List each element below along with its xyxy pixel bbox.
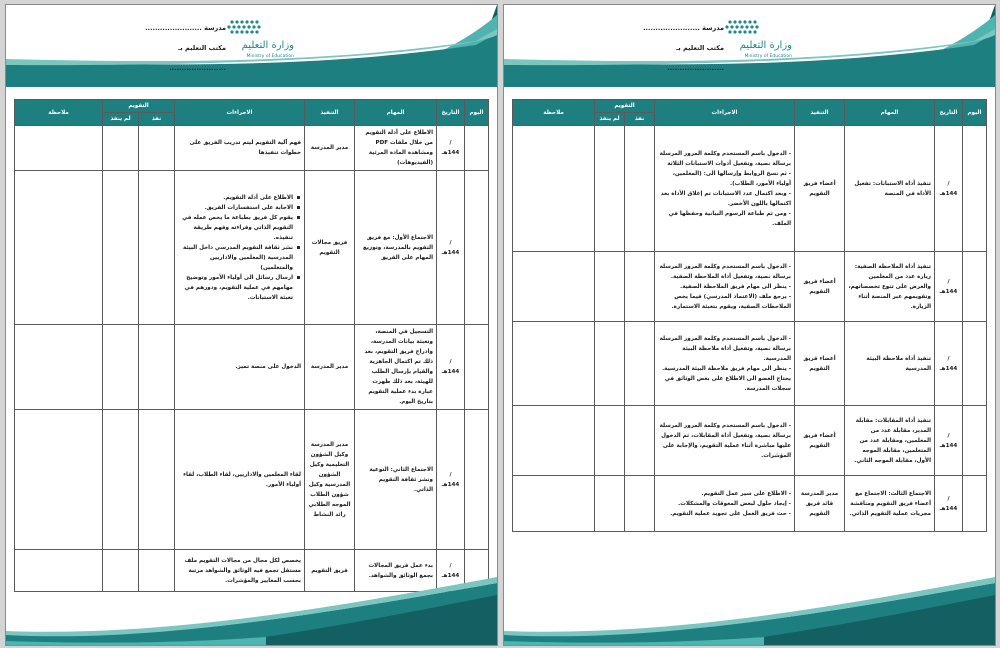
cell-day bbox=[963, 406, 987, 476]
cell-task: التسجيل في المنصة، وتعبئة بيانات المدرسة، وادراج فريق التقويم، بعد ذلك تم اكتمال الجاهزية والقيام بإرسال الطلب للهيئة، بعد ذلك ظهرت عبارة بدء عملية التقويم بتاريخ اليوم. bbox=[355, 325, 437, 410]
cell-date: / 144هـ bbox=[437, 410, 465, 550]
cell-day bbox=[963, 126, 987, 252]
cell-day bbox=[963, 322, 987, 406]
cell-execution: فريق مجالات التقويم bbox=[305, 171, 355, 325]
procedure-line: - ينظر الى مهام فريق ملاحظة البيئة المدرسية. bbox=[662, 365, 792, 372]
plan-table-right bbox=[512, 99, 987, 532]
cell-notes bbox=[513, 322, 595, 406]
col-notes: ملاحظة bbox=[15, 100, 103, 126]
procedure-line: - الدخول باسم المستخدم وكلمة المرور المرسلة برسالة نصية، وتفعيل أداة الملاحظة الصفية. bbox=[659, 263, 792, 280]
cell-done bbox=[139, 325, 175, 410]
cell-procedures bbox=[655, 252, 795, 322]
office-label: مكتب التعليم بـ ....................... bbox=[169, 44, 226, 72]
table-row bbox=[513, 406, 987, 476]
document-page-left bbox=[5, 4, 498, 646]
ministry-logo-icon bbox=[212, 16, 294, 40]
col-not-done: لم ينفذ bbox=[103, 113, 139, 126]
cell-task: الاجتماع الثاني: التوعية ونشر ثقافة التقويم الذاتي. bbox=[355, 410, 437, 550]
cell-task: الاجتماع الأول: مع فريق التقويم بالمدرسة، وتوزيع المهام على الفريق bbox=[355, 171, 437, 325]
cell-task: بدء عمل فريق المجالات بجمع الوثائق والشواهد. bbox=[355, 550, 437, 592]
cell-execution: فريق التقويم bbox=[305, 550, 355, 592]
procedure-line: - الدخول باسم المستخدم وكلمة المرور المرسلة برسالة نصية، وتفعيل أداة ملاحظة البيئة المدرسية. bbox=[659, 335, 792, 362]
col-day: اليوم bbox=[465, 100, 489, 126]
school-label: مدرسة ....................... bbox=[145, 24, 226, 32]
ministry-name: وزارة التعليم bbox=[739, 40, 792, 51]
list-item: نشر ثقافة التقويم المدرسي داخل البيئة المدرسية (المعلمين والاداريين والمتعلمين) bbox=[178, 243, 293, 273]
col-procedures: الاجراءات bbox=[175, 100, 305, 126]
procedure-line: - الاطلاع على سير عمل التقويم. bbox=[701, 490, 792, 497]
cell-execution: مدير المدرسة وكيل الشؤون التعليمية وكيل الشؤون المدرسية وكيل شؤون الطلاب الموجه الطلابي رائد النشاط bbox=[305, 410, 355, 550]
list-item: ارسال رسائل الى أولياء الأمور وتوضيح مهامهم في عملية التقويم، ودورهم في تعبئة الاستبانات. bbox=[178, 273, 293, 303]
ministry-logo-icon bbox=[710, 16, 792, 40]
cell-task: تنفيذ أداة الملاحظة الصفية: زيارة عدد من المعلمين والعرض على تنوع تخصصاتهم، وتقويمهم عبر المنصة أثناء الزيارة. bbox=[845, 252, 935, 322]
cell-notes bbox=[15, 171, 103, 325]
cell-execution: مدير المدرسة bbox=[305, 325, 355, 410]
document-page-right bbox=[503, 4, 996, 646]
cell-notes bbox=[513, 476, 595, 532]
cell-execution: أعضاء فريق التقويم bbox=[795, 252, 845, 322]
cell-day bbox=[465, 126, 489, 171]
table-row bbox=[513, 322, 987, 406]
col-tasks: المهام bbox=[845, 100, 935, 126]
cell-notes bbox=[15, 325, 103, 410]
col-day: اليوم bbox=[963, 100, 987, 126]
cell-execution: أعضاء فريق التقويم bbox=[795, 322, 845, 406]
table-row bbox=[513, 252, 987, 322]
cell-done bbox=[139, 126, 175, 171]
cell-done bbox=[625, 322, 655, 406]
col-execution: التنفيذ bbox=[795, 100, 845, 126]
list-item: الاجابة على استفسارات الفريق. bbox=[178, 203, 293, 213]
cell-task: تنفيذ أداة المقابلات: مقابلة المدير، مقابلة عدد من المعلمين، ومقابلة عدد من المتعلمين، مقابلة الموجه الأول، مقابلة الموجه الثاني. bbox=[845, 406, 935, 476]
col-done: نفذ bbox=[625, 113, 655, 126]
cell-date: / 144هـ bbox=[437, 126, 465, 171]
cell-task: الاجتماع الثالث: الاجتماع مع أعضاء فريق التقويم ومناقشة مجريات عملية التقويم الذاتي. bbox=[845, 476, 935, 532]
plan-table-left bbox=[14, 99, 489, 592]
col-evaluation: التقويم bbox=[595, 100, 655, 113]
procedure-line: - الدخول باسم المستخدم وكلمة المرور المرسلة برسالة نصية، وتفعيل أدوات الاستبانات الثلاثة bbox=[659, 150, 792, 167]
footer-swoosh-graphic bbox=[6, 573, 497, 645]
cell-done bbox=[625, 406, 655, 476]
table-row bbox=[15, 325, 489, 410]
cell-day bbox=[465, 410, 489, 550]
school-header bbox=[126, 18, 226, 78]
cell-not-done bbox=[595, 476, 625, 532]
col-execution: التنفيذ bbox=[305, 100, 355, 126]
cell-date: / 144هـ bbox=[935, 476, 963, 532]
col-tasks: المهام bbox=[355, 100, 437, 126]
cell-day bbox=[963, 252, 987, 322]
ministry-logo bbox=[212, 16, 294, 62]
procedure-line: - ثم نسخ الروابط وإرسالها الى: (المعلمين، أولياء الأمور، الطلاب). bbox=[672, 170, 792, 187]
cell-not-done bbox=[103, 325, 139, 410]
col-procedures: الاجراءات bbox=[655, 100, 795, 126]
cell-procedures bbox=[655, 126, 795, 252]
cell-not-done bbox=[103, 410, 139, 550]
cell-execution: أعضاء فريق التقويم bbox=[795, 126, 845, 252]
procedure-line: - ومن ثم طباعة الرسوم البيانية وحفظها في الملف. bbox=[668, 210, 792, 227]
cell-procedures: لقاء المعلمين والاداريين، لقاء الطلاب، لقاء أولياء الأمور. bbox=[175, 410, 305, 550]
cell-notes bbox=[513, 126, 595, 252]
procedure-line: - وبعد اكتمال عدد الاستبانات تم إغلاق الأداة بعد اكتمالها باللون الأخضر. bbox=[660, 190, 792, 207]
school-label: مدرسة ....................... bbox=[643, 24, 724, 32]
procedure-line: - حث فريق العمل على تجويد عملية التقويم. bbox=[670, 510, 792, 517]
table-row bbox=[15, 126, 489, 171]
cell-execution: مدير المدرسة قائد فريق التقويم bbox=[795, 476, 845, 532]
cell-notes bbox=[513, 406, 595, 476]
procedure-line: - إيجاد حلول لبعض المعوقات والمشكلات. bbox=[678, 500, 792, 507]
procedure-line: - يرجع ملف (الاعتماد المدرسي) فيما يخص الملاحظات الصفية، ويقوم بتعبئة الاستمارة. bbox=[671, 293, 792, 310]
cell-task: تنفيذ أداة الاستبانات: تفعيل الأداة في المنصة bbox=[845, 126, 935, 252]
cell-notes bbox=[513, 252, 595, 322]
cell-procedures: يخصص لكل مجال من مجالات التقويم ملف مستقل تجمع فيه الوثائق والشواهد مرتبة بحسب المعايير والمؤشرات. bbox=[175, 550, 305, 592]
cell-done bbox=[139, 410, 175, 550]
ministry-name-en: Ministry of Education bbox=[744, 54, 792, 59]
cell-done bbox=[139, 171, 175, 325]
cell-procedures bbox=[655, 476, 795, 532]
cell-notes bbox=[15, 126, 103, 171]
cell-execution: أعضاء فريق التقويم bbox=[795, 406, 845, 476]
cell-day bbox=[465, 325, 489, 410]
cell-task: تنفيذ أداة ملاحظة البيئة المدرسية bbox=[845, 322, 935, 406]
cell-done bbox=[625, 126, 655, 252]
cell-notes bbox=[15, 410, 103, 550]
col-not-done: لم ينفذ bbox=[595, 113, 625, 126]
cell-execution: مدير المدرسة bbox=[305, 126, 355, 171]
cell-date: / 144هـ bbox=[935, 406, 963, 476]
col-notes: ملاحظة bbox=[513, 100, 595, 126]
cell-task: الاطلاع على أدلة التقويم من خلال ملفات PDF ومشاهدة المادة المرئية (الفيديوهات) bbox=[355, 126, 437, 171]
cell-date: / 144هـ bbox=[935, 252, 963, 322]
cell-date: / 144هـ bbox=[437, 171, 465, 325]
procedure-line: - ينظر الى مهام فريق الملاحظة الصفية. bbox=[680, 283, 792, 290]
cell-procedures bbox=[175, 171, 305, 325]
cell-date: / 144هـ bbox=[935, 126, 963, 252]
cell-not-done bbox=[595, 322, 625, 406]
cell-done bbox=[625, 252, 655, 322]
table-row bbox=[15, 410, 489, 550]
col-done: نفذ bbox=[139, 113, 175, 126]
col-date: التاريخ bbox=[437, 100, 465, 126]
cell-day bbox=[465, 171, 489, 325]
cell-not-done bbox=[595, 252, 625, 322]
col-evaluation: التقويم bbox=[103, 100, 175, 113]
table-row bbox=[513, 476, 987, 532]
ministry-logo bbox=[710, 16, 792, 62]
table-row bbox=[15, 171, 489, 325]
col-date: التاريخ bbox=[935, 100, 963, 126]
ministry-name: وزارة التعليم bbox=[241, 40, 294, 51]
procedure-bullets bbox=[178, 193, 301, 303]
cell-not-done bbox=[595, 406, 625, 476]
cell-procedures: - الدخول باسم المستخدم وكلمة المرور المرسلة برسالة نصية، وتفعيل أداة المقابلات، ثم الدخول عليها مباشرة أثناء عملية التقويم، والإجابة على المؤشرات. bbox=[655, 406, 795, 476]
cell-day bbox=[963, 476, 987, 532]
cell-procedures bbox=[655, 322, 795, 406]
list-item: الاطلاع على أدلة التقويم. bbox=[178, 193, 293, 203]
cell-not-done bbox=[103, 126, 139, 171]
cell-done bbox=[625, 476, 655, 532]
cell-date: / 144هـ bbox=[935, 322, 963, 406]
cell-date: / 144هـ bbox=[437, 550, 465, 592]
cell-procedures: الدخول على منصة تميز. bbox=[175, 325, 305, 410]
office-label: مكتب التعليم بـ ....................... bbox=[667, 44, 724, 72]
cell-procedures: فهم آلية التقويم ليتم تدريب الفريق على خطوات تنفيذها bbox=[175, 126, 305, 171]
cell-not-done bbox=[595, 126, 625, 252]
school-header bbox=[624, 18, 724, 78]
cell-not-done bbox=[103, 171, 139, 325]
cell-date: / 144هـ bbox=[437, 325, 465, 410]
procedure-line: يحتاج العضو الى الاطلاع على بعض الوثائق في سجلات المدرسة. bbox=[664, 375, 792, 392]
ministry-name-en: Ministry of Education bbox=[246, 54, 294, 59]
list-item: يقوم كل فريق بطباعة ما يخص عمله في التقويم الذاتي وقراءته وفهم طريقة تنفيذه. bbox=[178, 213, 293, 243]
footer-swoosh-graphic bbox=[504, 573, 995, 645]
table-row bbox=[513, 126, 987, 252]
